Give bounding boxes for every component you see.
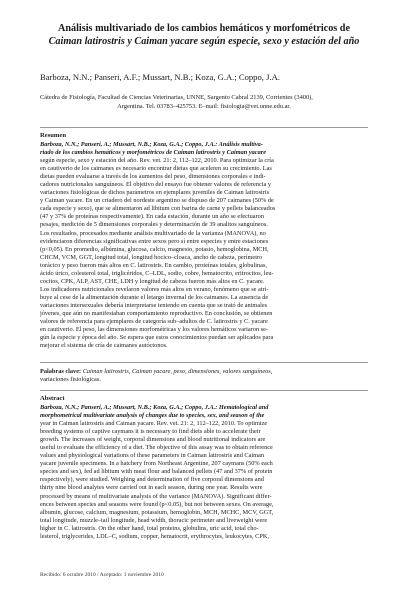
abstract-line: ences between species and seasons were found (p<0.05), but not between sexes. On average, — [40, 500, 274, 508]
resumen-line: dietas pueden evaluarse a través de los aumentos del peso, dimensiones corporales e indi- — [40, 173, 266, 181]
abstract-line: processed by means of multivariate analysis of the variance (MANOVA). Significant differ- — [40, 492, 272, 500]
keywords-line-2: variaciones fisiológicas. — [40, 376, 101, 384]
resumen-line: (p<0,05). En promedio, albúmina, glucosa, calcio, magnesio, potasio, hemoglobina, MCH, — [40, 245, 269, 253]
affiliation-line-1: Cátedra de Fisiología, Facultad de Ciencias Veterinarias, UNNE, Sargento Cabral 2139, Corrientes (3400), — [40, 94, 313, 101]
abstract-line: year in Caiman latirostris and Caiman yacare. Rev. vet. 21: 2, 112–122, 2010. To optimize — [40, 420, 268, 428]
resumen-body — [40, 141, 368, 350]
resumen-line: gún la especie y época del año. Se espera que estos conocimientos puedan ser aplicados para — [40, 334, 274, 342]
abstract-line: values and physiological variations of these parameters in Caiman latirostris and Caiman — [40, 452, 265, 460]
resumen-line: cocitos, CPK, ALP, AST, CHE, LDH y longitud de cabeza fueron más altos en C. yacare. — [40, 277, 265, 285]
resumen-line: cada especie y sexo), que se alimentaron ad libitum con barina de carne y pellets balanceados — [40, 205, 276, 213]
author-list: Barboza, N.N.; Panseri, A.F.; Mussart, N.B.; Koza, G.A.; Coppo, J.A. — [40, 72, 280, 82]
divider-lower — [40, 390, 368, 391]
keywords-label: Palabras clave: — [40, 368, 82, 375]
abstract-line: higher in C. latirostris. On the other hand, total proteins, globulins, uric acid, total cho- — [40, 524, 259, 532]
resumen-line: pesajes, medición de 5 dimensiones corporales y determinación de 39 analitos sanguíneos. — [40, 221, 268, 229]
divider-top — [40, 127, 368, 128]
resumen-line: jóvenes, que aún no manifestaban comportamiento reproductivo. En conclusión, se obtienen — [40, 309, 273, 317]
resumen-line: valores de referencia para ejemplares de categoría sub–adultos de C. latirostris y C. yacare — [40, 318, 268, 326]
abstract-body — [40, 404, 368, 541]
abstract-line: species and sex), fed ad libitum with meat flour and balanced pellets (47 and 37% of protein — [40, 468, 273, 476]
resumen-line: en cautiverio de los caimanes es necesario encontrar dietas que aceleren su crecimiento. Las — [40, 165, 272, 173]
abstract-line: yacare juvenile specimens. In a hatchery from Northeast Argentine, 207 caymans (50% each — [40, 460, 273, 468]
resumen-line: riado de los cambios hemáticos y morfométricos de Caiman latirostris y Caiman yacare — [40, 149, 266, 157]
title-line-2: Caiman latirostris y Caiman yacare según especie, sexo y estación del año — [48, 36, 360, 47]
abstract-line: Barboza, N.N.; Panseri, A.; Mussart, N.B.; Koza, G.A.; Coppo, J.A.: Hematological and — [40, 404, 269, 411]
abstract-line: lesterol, triglycerides, LDL–C, sodium, copper, hematocrit, erythrocytes, leukocytes, CPK, — [40, 532, 270, 540]
keywords-block — [40, 368, 368, 384]
resumen-line: torácico y peso fueron más altos en C. latirostris. En cambio, proteínas totales, globulinas, — [40, 261, 267, 269]
resumen-line: y Caiman yacare. En un criadero del nordeste argentino se dispuso de 207 caimanes (50% de — [40, 197, 274, 205]
affiliation-line-2: Argentina. Tel. 03783–425753. E–mail: fisiologia@vet.unne.edu.ar. — [117, 102, 291, 110]
divider-middle — [40, 362, 368, 363]
abstract-line: albumin, glucose, calcium, magnesium, potassium, hemoglobin, MCH, MCHC, MCV, GGT, — [40, 508, 274, 516]
resumen-line: en cautiverio. El peso, las dimensiones morfométricas y los valores hemáticos variaron se- — [40, 326, 269, 334]
abstract-line: respectively), were studied. Weighing and determination of five corporal dimensions and — [40, 476, 264, 484]
paper-title — [44, 22, 364, 48]
resumen-line: Los resultados, procesados mediante análisis multivariado de la varianza (MANOVA), no — [40, 229, 266, 237]
keywords-line-1: Caiman latirostris, Caiman yacare, peso, dimensiones, valores sanguíneos, — [82, 368, 273, 375]
abstract-line: thirty nine blood analytes were carried out in each season, during one year. Results were — [40, 484, 263, 492]
resumen-line: buye al cese de la alimentación durante el letargo invernal de los caimanes. La ausencia de — [40, 293, 269, 301]
affiliation — [40, 94, 368, 111]
resumen-line: variaciones intersexuales debería interpretarse teniendo en cuenta que se trató de animales — [40, 301, 268, 309]
abstract-line: useful to evaluate the efficiency of a diet. The objective of this assay was to obtain reference — [40, 444, 273, 452]
resumen-line: cadores nutricionales sanguíneos. El objetivo del ensayo fue obtener valores de referencia y — [40, 181, 271, 189]
abstract-line: morphometrical multivariate analysis of changes due to species, sex, and season of the — [40, 412, 265, 420]
title-line-1: Análisis multivariado de los cambios hemáticos y morfométricos de — [57, 23, 350, 34]
received-accepted-dates: Recibido: 6 octubre 2010 / Aceptado: 1 noviembre 2010 — [40, 572, 164, 578]
resumen-line: según especie, sexo y estación del año. Rev. vet. 21: 2, 112–122, 2010. Para optimizar la cría — [40, 157, 274, 165]
abstract-line: breeding systems of captive caymans it is necessary to find diets able to accelerate their — [40, 428, 261, 436]
resumen-line: evidenciaron diferencias significativas entre sexos pero sí entre especies y entre estaciones — [40, 237, 269, 245]
abstract-line: growth. The increases of weight, corporal dimensions and blood nutritional indicators are — [40, 436, 266, 444]
resumen-line: Los indicadores nutricionales revelaron valores más altos en verano, fenómeno que se atri- — [40, 285, 269, 293]
resumen-line: CHCM, VCM, GGT, longitud total, longitud hocico–cloaca, ancho de cabeza, perímetro — [40, 253, 263, 261]
resumen-line: variaciones fisiológicas de dichos parámetros en ejemplares juveniles de Caiman latirostris — [40, 189, 270, 197]
resumen-line: mejorar el sistema de cría de caimanes autóctonos. — [40, 342, 168, 350]
resumen-line: ácido úrico, colesterol total, triglicéridos, C–LDL, sodio, cobre, hematocrito, eritrocitos, leu- — [40, 269, 274, 277]
abstract-heading: Abstract — [40, 395, 65, 402]
resumen-heading: Resumen — [40, 132, 67, 139]
resumen-line: (47 y 37% de proteínas respectivamente). En cada estación, durante un año se efectuaron — [40, 213, 264, 221]
resumen-line: Barboza, N.N.; Panseri, A.; Mussart, N.B.; Koza, G.A.; Coppo, J.A.: Análisis multiva- — [40, 141, 263, 148]
abstract-line: total longitude, muzzle–tail longitude, head width, thoracic perimeter and liveweight were — [40, 516, 268, 524]
